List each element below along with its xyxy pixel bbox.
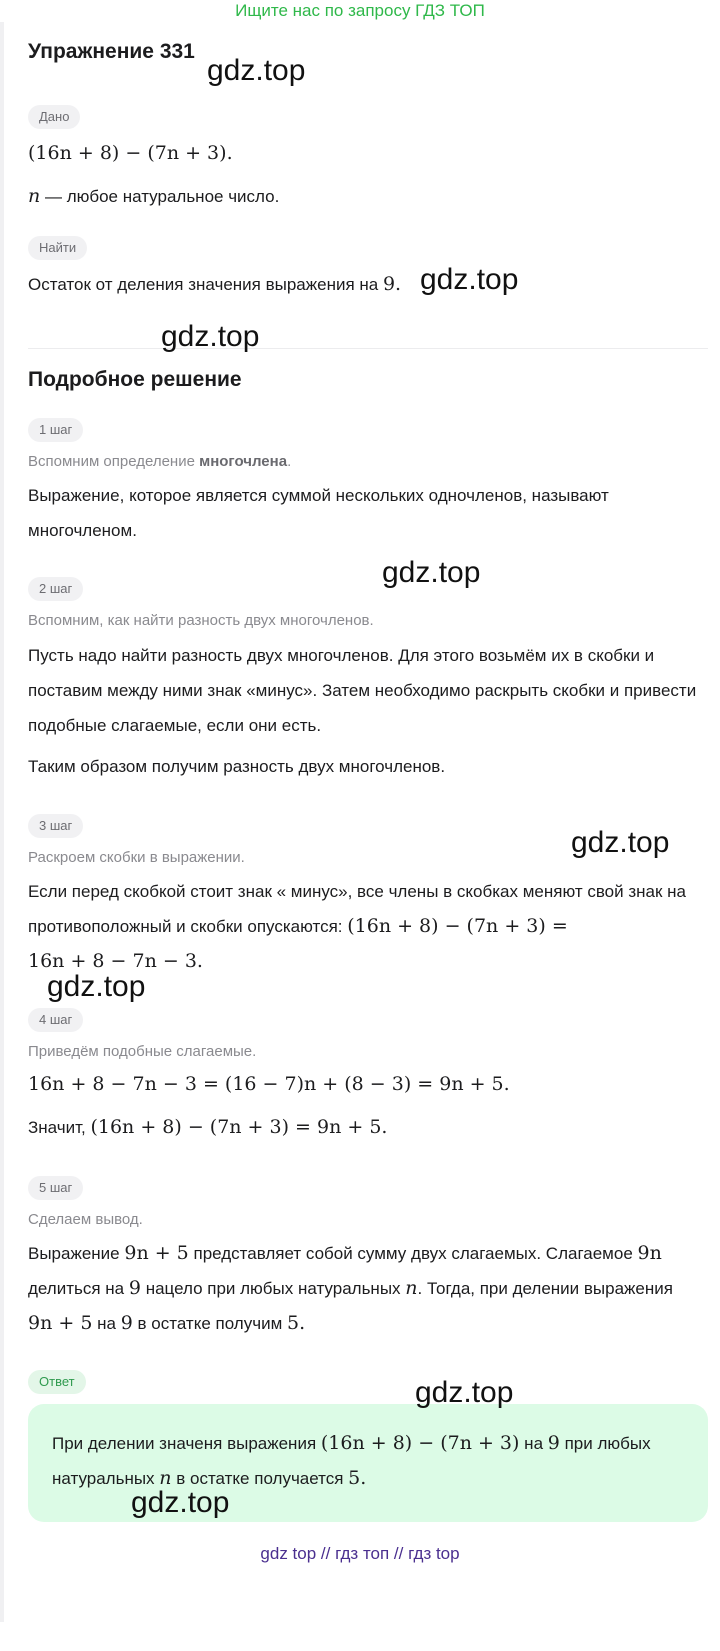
step-1-hint bbox=[28, 453, 291, 470]
watermark: gdz.top bbox=[571, 826, 670, 859]
step-5-part: . Тогда, при делении выражения bbox=[417, 1279, 673, 1298]
step-3-math-2: 16n + 8 − 7n − 3. bbox=[28, 950, 203, 972]
answer-box bbox=[28, 1404, 708, 1522]
step-5-hint: Сделаем вывод. bbox=[28, 1211, 143, 1228]
step-5-part: в остатке получим bbox=[132, 1314, 287, 1333]
step-5-math: 9n bbox=[637, 1242, 662, 1264]
step-5-part: на bbox=[92, 1314, 121, 1333]
step-4-text bbox=[28, 1110, 700, 1145]
answer-math: 5. bbox=[348, 1467, 367, 1489]
step-1-hint-bold: многочлена bbox=[199, 453, 288, 470]
step-1-pill: 1 шаг bbox=[28, 418, 83, 442]
find-text bbox=[28, 267, 700, 302]
answer-part: При делении значеня выражения bbox=[52, 1434, 321, 1453]
given-condition bbox=[28, 179, 700, 214]
solution-title: Подробное решение bbox=[28, 368, 242, 391]
step-3-pill: 3 шаг bbox=[28, 814, 83, 838]
step-5-pill: 5 шаг bbox=[28, 1176, 83, 1200]
step-5-part: Выражение bbox=[28, 1244, 125, 1263]
step-5-part: делиться на bbox=[28, 1279, 129, 1298]
step-5-part: нацело при любых натуральных bbox=[140, 1279, 406, 1298]
answer-math: (16n + 8) − (7n + 3) bbox=[320, 1432, 520, 1454]
step-3-hint: Раскроем скобки в выражении. bbox=[28, 849, 245, 866]
section-divider bbox=[28, 348, 708, 349]
given-expression: (16n + 8) − (7n + 3). bbox=[28, 142, 233, 164]
watermark: gdz.top bbox=[161, 320, 260, 353]
watermark: gdz.top bbox=[420, 263, 519, 296]
step-5-part: представляет собой сумму двух слагаемых. Слагаемое bbox=[188, 1244, 638, 1263]
watermark: gdz.top bbox=[207, 54, 306, 87]
step-2-text: Пусть надо найти разность двух многочленов. Для этого возьмём их в скобки и поставим между ними знак «минус». Затем необходимо раскрыть скобки и привести подобные слагаемые, если они есть. bbox=[28, 646, 697, 735]
step-4-text-prefix: Значит, bbox=[28, 1118, 91, 1137]
step-1-hint-text: Вспомним определение bbox=[28, 453, 200, 470]
step-5-math: 9 bbox=[120, 1312, 133, 1334]
step-2-pill: 2 шаг bbox=[28, 577, 83, 601]
answer-part: в остатке получается bbox=[171, 1469, 349, 1488]
left-rule bbox=[0, 22, 4, 1622]
step-5-math: 5. bbox=[286, 1312, 306, 1334]
answer-part: на bbox=[519, 1434, 548, 1453]
step-1-hint-suffix: . bbox=[287, 453, 292, 470]
step-4-text-math: (16n + 8) − (7n + 3) = 9n + 5. bbox=[90, 1116, 388, 1138]
step-5-text bbox=[28, 1236, 700, 1341]
step-1-text: Выражение, которое является суммой нескольких одночленов, называют многочленом. bbox=[28, 486, 609, 540]
exercise-title: Упражнение 331 bbox=[28, 40, 195, 63]
step-3-math-1: (16n + 8) − (7n + 3) = bbox=[347, 915, 568, 937]
footer-links[interactable]: gdz top // гдз топ // гдз top bbox=[260, 1544, 460, 1563]
var-n: n bbox=[28, 185, 41, 207]
step-5-math: 9 bbox=[128, 1277, 141, 1299]
watermark: gdz.top bbox=[47, 970, 146, 1003]
given-pill: Дано bbox=[28, 105, 80, 129]
step-3-text-body: Если перед скобкой стоит знак « минус», все члены в скобках меняют свой знак на противоположный и скобки опускаются: bbox=[28, 882, 686, 936]
watermark: gdz.top bbox=[382, 556, 481, 589]
step-2-hint: Вспомним, как найти разность двух многочленов. bbox=[28, 612, 374, 629]
step-4-pill: 4 шаг bbox=[28, 1008, 83, 1032]
step-4-math: 16n + 8 − 7n − 3 = (16 − 7)n + (8 − 3) = 9n + 5. bbox=[28, 1073, 510, 1095]
watermark: gdz.top bbox=[131, 1486, 230, 1519]
step-4-hint: Приведём подобные слагаемые. bbox=[28, 1043, 257, 1060]
step-5-math: 9n + 5 bbox=[28, 1312, 93, 1334]
step-2-text-2: Таким образом получим разность двух многочленов. bbox=[28, 757, 446, 776]
find-pill: Найти bbox=[28, 236, 87, 260]
answer-math: 9 bbox=[547, 1432, 560, 1454]
step-5-math: n bbox=[405, 1277, 418, 1299]
answer-part: при любых натуральных bbox=[52, 1434, 651, 1488]
given-condition-text: — любое натуральное число. bbox=[40, 187, 280, 206]
top-banner[interactable]: Ищите нас по запросу ГДЗ ТОП bbox=[235, 1, 485, 20]
find-text-label: Остаток от деления значения выражения на bbox=[28, 275, 383, 294]
step-5-math: 9n + 5 bbox=[124, 1242, 189, 1264]
watermark: gdz.top bbox=[415, 1376, 514, 1409]
answer-math: n bbox=[159, 1467, 172, 1489]
answer-pill: Ответ bbox=[28, 1370, 86, 1394]
find-number: 9. bbox=[382, 273, 402, 295]
step-3-text bbox=[28, 874, 700, 979]
